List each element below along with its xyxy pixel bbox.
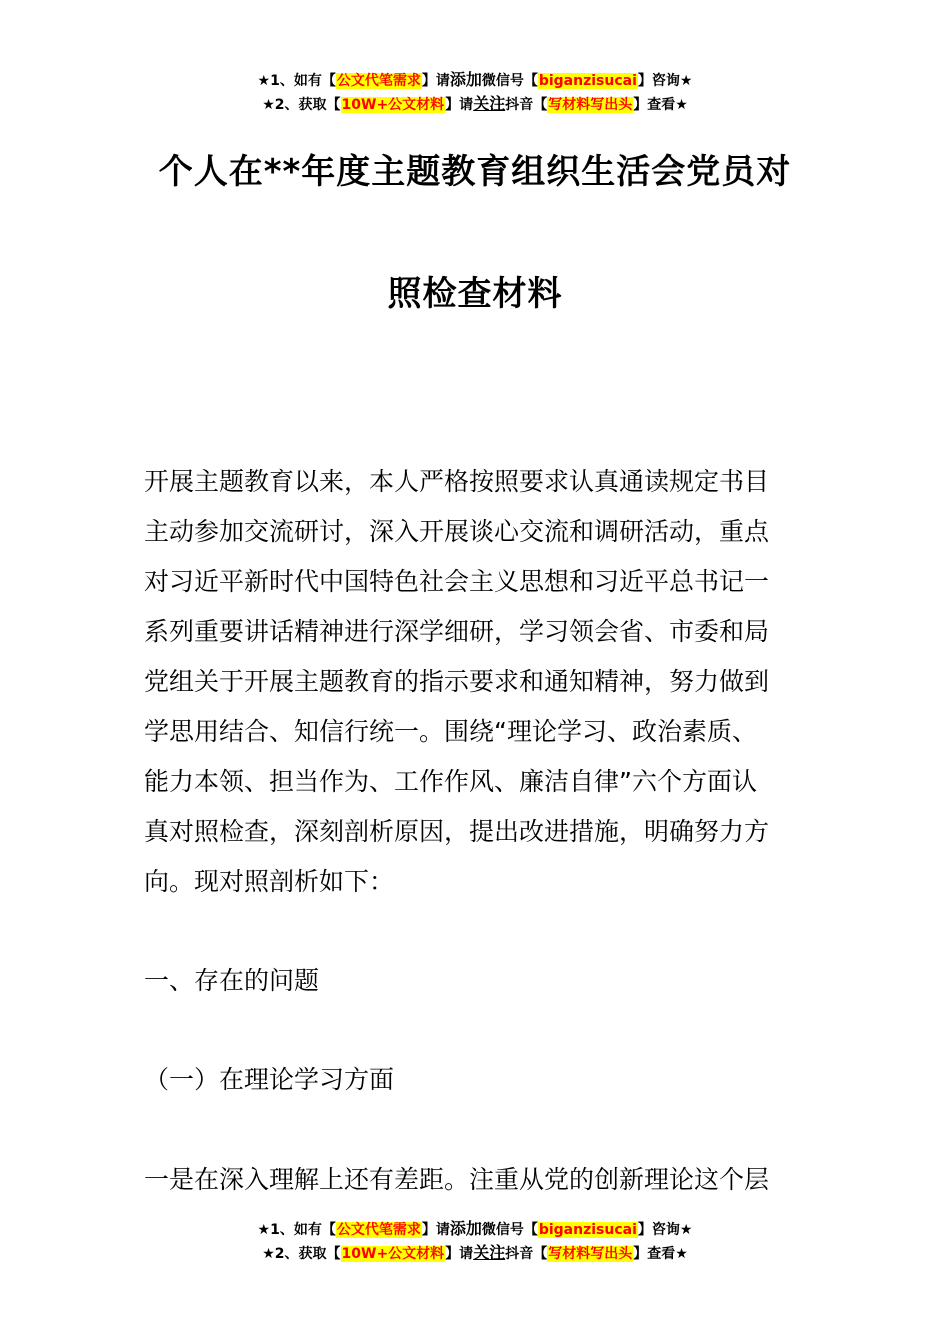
paragraph-line: 能力本领、担当作为、工作作风、廉洁自律”六个方面认 (144, 767, 757, 796)
sub-heading-text: （一）在理论学习方面 (144, 1065, 395, 1094)
promo-highlight: 公文代笔需求 (336, 73, 421, 89)
paragraph-line: 党组关于开展主题教育的指示要求和通知精神，努力做到 (144, 667, 770, 696)
promo-text: 】查看★ (633, 1246, 688, 1262)
promo-banner-top (0, 68, 950, 116)
promo-line-1 (0, 68, 950, 92)
promo-highlight: biganzisucai (538, 73, 637, 89)
promo-highlight: biganzisucai (538, 1222, 637, 1238)
promo-text: 微信号【 (481, 73, 538, 89)
sub-heading (144, 1055, 824, 1105)
section-heading-text: 一、存在的问题 (144, 966, 320, 995)
promo-text: 】查看★ (633, 97, 688, 113)
promo-text: 微信号【 (481, 1222, 538, 1238)
promo-emphasis: 关注 (473, 1243, 506, 1262)
paragraph-line: 系列重要讲话精神进行深学细研，学习领会省、市委和局 (144, 617, 770, 646)
promo-emphasis: 添加 (449, 70, 482, 89)
promo-line-2 (0, 92, 950, 116)
promo-highlight: 写材料写出头 (548, 97, 633, 113)
promo-text: ★1、如有【 (257, 1222, 336, 1238)
promo-text: 】咨询★ (637, 1222, 693, 1238)
promo-emphasis: 关注 (473, 94, 506, 113)
paragraph-line: 主动参加交流研讨，深入开展谈心交流和调研活动，重点 (144, 517, 770, 546)
promo-highlight: 公文代笔需求 (336, 1222, 421, 1238)
section-heading (144, 956, 824, 1006)
promo-banner-bottom (0, 1217, 950, 1265)
promo-text: 】请 (445, 1246, 474, 1262)
promo-highlight: 10W+公文材料 (341, 1246, 445, 1262)
promo-text: ★2、获取【 (262, 1246, 341, 1262)
paragraph-line: 学思用结合、知信行统一。围绕“理论学习、政治素质、 (144, 717, 757, 746)
promo-line-2 (0, 1241, 950, 1265)
body-paragraph (144, 1155, 824, 1205)
promo-text: 抖音【 (505, 1246, 548, 1262)
promo-line-1 (0, 1217, 950, 1241)
paragraph-line: 向。现对照剖析如下： (144, 867, 395, 896)
paragraph-line: 开展主题教育以来，本人严格按照要求认真通读规定书目 (144, 467, 770, 496)
paragraph-line: 对习近平新时代中国特色社会主义思想和习近平总书记一 (144, 567, 770, 596)
promo-text: 】请 (445, 97, 474, 113)
promo-text: 】请 (421, 1222, 450, 1238)
promo-text: 抖音【 (505, 97, 548, 113)
promo-highlight: 10W+公文材料 (341, 97, 445, 113)
document-title-line-1: 个人在**年度主题教育组织生活会党员对 (158, 152, 792, 192)
promo-text: ★2、获取【 (262, 97, 341, 113)
promo-text: 】请 (421, 73, 450, 89)
intro-paragraph (144, 457, 824, 907)
promo-text: 】咨询★ (637, 73, 693, 89)
paragraph-line: 真对照检查，深刻剖析原因，提出改进措施，明确努力方 (144, 817, 770, 846)
paragraph-line: 一是在深入理解上还有差距。注重从党的创新理论这个层 (144, 1165, 770, 1194)
promo-text: ★1、如有【 (257, 73, 336, 89)
document-title-line-2: 照检查材料 (387, 274, 563, 314)
promo-highlight: 写材料写出头 (548, 1246, 633, 1262)
promo-emphasis: 添加 (449, 1219, 482, 1238)
